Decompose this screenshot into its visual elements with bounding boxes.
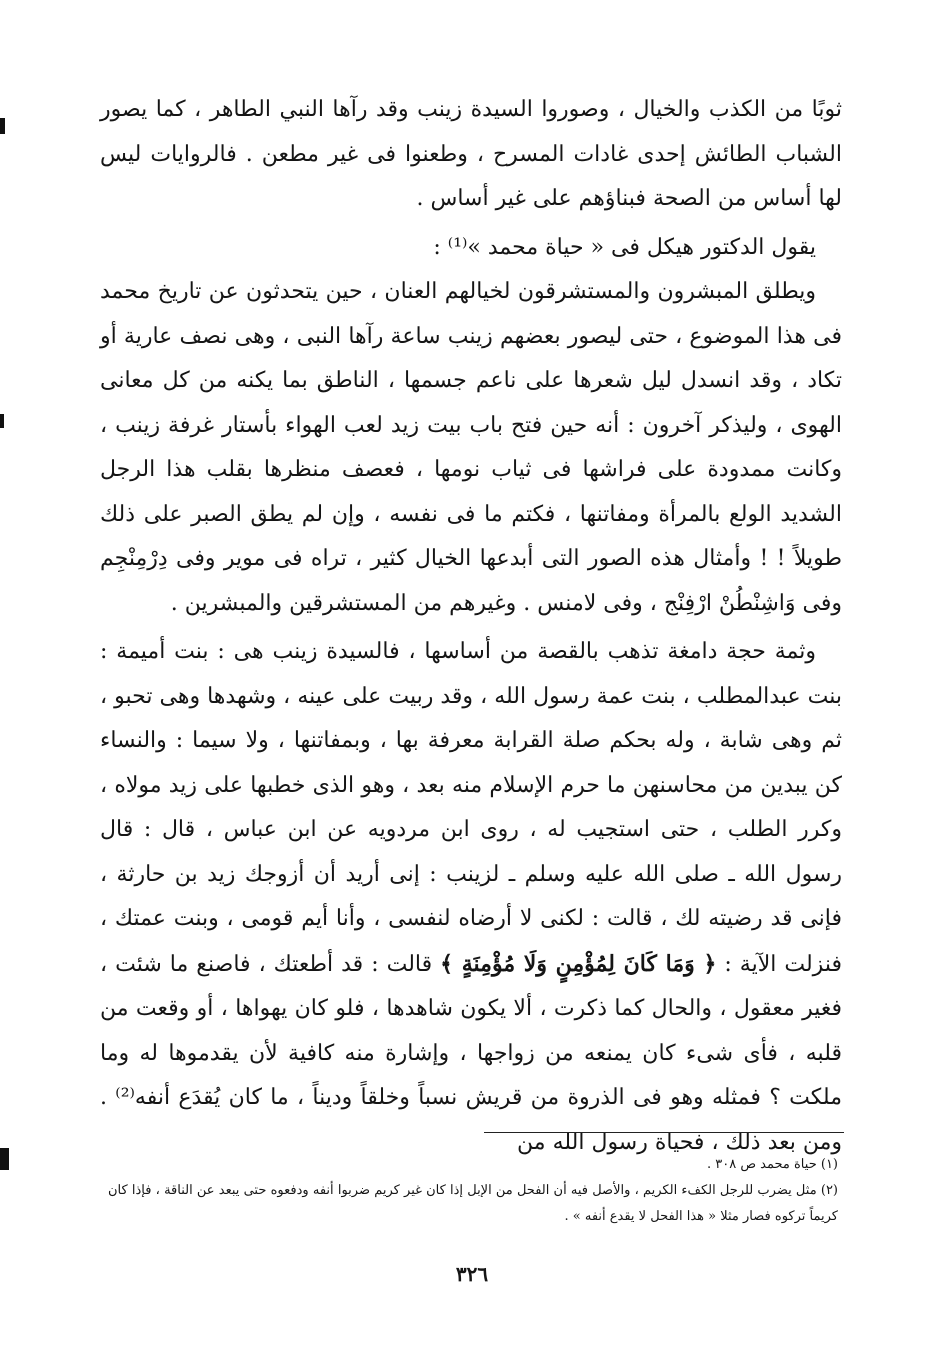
binding-hole-mark (0, 414, 4, 428)
paragraph-4-part-b: قالت : قد أطعتك ، فاصنع ما شئت ، فغير معقول ، والحال كما ذكرت ، ألا يكون شاهدها ، فلو كان يهواها ، أو وقعت من قلبه ، فأى شىء كان يمنعه من زواجها ، وإشارة منه كافية لأن يقدموها له وما ملكت ؟ فمثله وهو فى الذروة من قريش نسباً وخلقاً وديناً ، ما كان يُقدَع أنفه⁽²⁾ . ومن بعد ذلك ، فحياة رسول الله من (100, 951, 842, 1155)
footnotes (108, 1152, 838, 1230)
main-text (100, 88, 842, 1165)
footnote-1: (١) حياة محمد ص ٣٠٨ . (706, 1157, 838, 1172)
paragraph-3: ويطلق المبشرون والمستشرقون لخيالهم العنان ، حين يتحدثون عن تاريخ محمد فى هذا الموضوع ، حتى ليصور بعضهم زينب ساعة رآها النبى ، وهى نصف عارية أو تكاد ، وقد انسدل ليل شعرها على ناعم جسمها ، الناطق بما يكنه من كل معانى الهوى ، وليذكر آخرون : أنه حين فتح باب بيت زيد لعب الهواء بأستار غرفة زينب ، وكانت ممدودة على فراشها فى ثياب نومها ، فعصف منظرها بقلب هذا الرجل الشديد الولع بالمرأة ومفاتنها ، فكتم ما فى نفسه ، وإن لم يطق الصبر على ذلك طويلاً ! ! وأمثال هذه الصور التى أبدعها الخيال كثير ، تراه فى موير وفى دِرْمِنْجِم وفى وَاشِنْطُنْ ارْفِنْج ، وفى لامنس . وغيرهم من المستشرقين والمبشرين . (100, 279, 842, 616)
binding-hole-mark (0, 118, 5, 134)
paragraph-4 (100, 630, 842, 1165)
quran-verse: ﴿ وَمَا كَانَ لِمُؤْمِنٍ وَلَا مُؤْمِنَةٍ ﴾ (440, 950, 717, 977)
binding-hole-mark (0, 1148, 9, 1170)
footnote-2: (٢) مثل يضرب للرجل الكفء الكريم ، والأصل فيه أن الفحل من الإبل إذا كان غير كريم ضربوا أنفه ودفعوه حتى يبعد عن الناقة ، فإذا كان كريماً تركوه فصار مثلا « هذا الفحل لا يقدع أنفه » . (108, 1183, 838, 1224)
page-number: ٣٢٦ (455, 1262, 489, 1286)
paragraph-1: ثوبًا من الكذب والخيال ، وصوروا السيدة زينب وقد رآها النبي الطاهر ، كما يصور الشباب الطائش إحدى غادات المسرح ، وطعنوا فى غير مطعن . فالروايات ليس لها أساس من الصحة فبناؤهم على غير أساس . (100, 97, 842, 211)
paragraph-4-part-a: وثمة حجة دامغة تذهب بالقصة من أساسها ، فالسيدة زينب هى : بنت أميمة : بنت عبدالمطلب ، بنت عمة رسول الله ، وقد ربيت على عينه ، وشهدها وهى تحبو ، ثم وهى شابة ، وله بحكم صلة القرابة معرفة بها ، وبمفاتنها ، ولا سيما : والنساء كن يبدين من محاسنهن ما حرم الإسلام منه بعد ، وهو الذى خطبها على زيد مولاه ، وكرر الطلب ، حتى استجيب له ، روى ابن مردويه عن ابن عباس ، قال : قال رسول الله ـ صلى الله عليه وسلم ـ لزينب : إنى أريد أن أزوجك زيد بن حارثة ، فإنى قد رضيته لك ، قالت : لكنى لا أرضاه لنفسى ، وأنا أيم قومى ، وبنت عمتك ، فنزلت الآية : (100, 639, 842, 977)
footnote-separator (484, 1132, 844, 1133)
paragraph-2: يقول الدكتور هيكل فى « حياة محمد »⁽¹⁾ : (433, 234, 816, 260)
